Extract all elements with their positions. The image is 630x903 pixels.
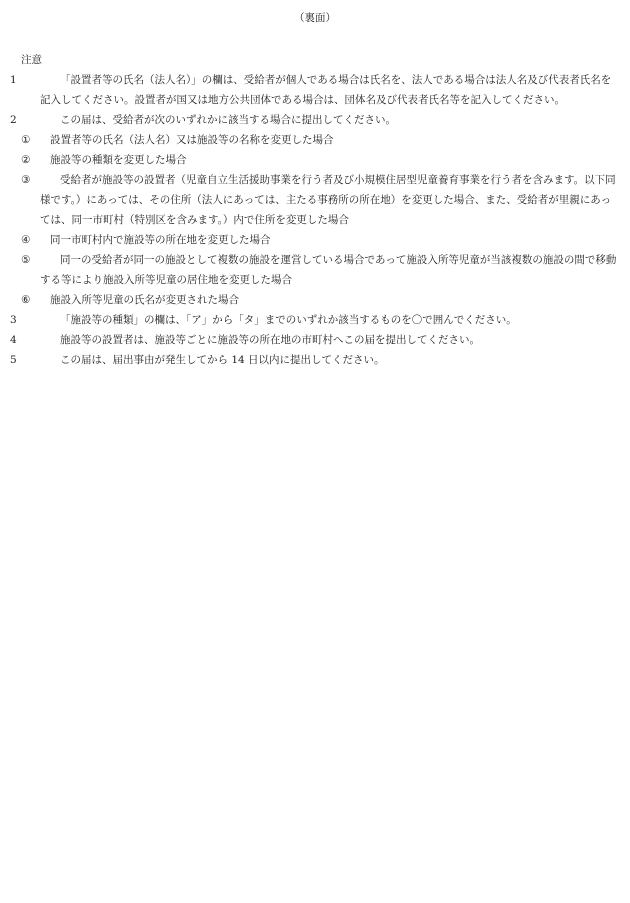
subitem-text: 同一市町村内で施設等の所在地を変更した場合 (50, 234, 271, 246)
note-text: この届は、受給者が次のいずれかに該当する場合に提出してください。 (60, 114, 396, 126)
subitem-text: 施設等の種類を変更した場合 (50, 154, 187, 166)
subitem-marker: ① (21, 134, 31, 146)
note-text: 「設置者等の氏名（法人名）」の欄は、受給者が個人である場合は氏名を、法人である場合は法人名及び代表者氏名を記入してください。設置者が国又は地方公共団体である場合は、団体名及び代表者氏名等を記入してください。 (40, 74, 612, 106)
note-subitem-1 (21, 130, 620, 150)
subitem-marker: ③ (21, 174, 31, 186)
note-subitem-2 (21, 150, 620, 170)
note-subitem-6 (21, 290, 620, 310)
note-number: 2 (10, 114, 17, 126)
subitem-marker: ④ (21, 234, 31, 246)
note-item-1 (10, 70, 620, 110)
note-number: 1 (10, 74, 17, 86)
notes-section (10, 50, 620, 370)
note-item-3 (10, 310, 620, 330)
note-number: 5 (10, 354, 17, 366)
note-number: 3 (10, 314, 17, 326)
subitem-text: 受給者が施設等の設置者（児童自立生活援助事業を行う者及び小規模住居型児童養育事業を行う者を含みます。以下同様です。）にあっては、その住所（法人にあっては、主たる事務所の所在地）を変更した場合、また、受給者が里親にあっては、同一市町村（特別区を含みます。）内で住所を変更した場合 (40, 174, 616, 226)
note-item-4 (10, 330, 620, 350)
note-number: 4 (10, 334, 17, 346)
subitem-marker: ⑥ (21, 294, 31, 306)
note-item-2 (10, 110, 620, 130)
note-subitem-3 (21, 170, 620, 230)
note-text: 「施設等の種類」の欄は、「ア」から「タ」までのいずれか該当するものを〇で囲んでください。 (60, 314, 517, 326)
subitem-marker: ② (21, 154, 31, 166)
note-subitem-5 (21, 250, 620, 290)
notes-heading: 注意 (21, 54, 42, 66)
note-item-5 (10, 350, 620, 370)
note-subitem-4 (21, 230, 620, 250)
note-text: 施設等の設置者は、施設等ごとに施設等の所在地の市町村へこの届を提出してください。 (60, 334, 480, 346)
note-text: この届は、届出事由が発生してから 14 日以内に提出してください。 (60, 354, 385, 366)
subitem-text: 施設入所等児童の氏名が変更された場合 (50, 294, 239, 306)
page-side-label: （裏面） (294, 12, 336, 24)
subitem-text: 同一の受給者が同一の施設として複数の施設を運営している場合であって施設入所等児童が当該複数の施設の間で移動する等により施設入所等児童の居住地を変更した場合 (40, 254, 617, 286)
subitem-text: 設置者等の氏名（法人名）又は施設等の名称を変更した場合 (50, 134, 334, 146)
subitem-marker: ⑤ (21, 254, 31, 266)
